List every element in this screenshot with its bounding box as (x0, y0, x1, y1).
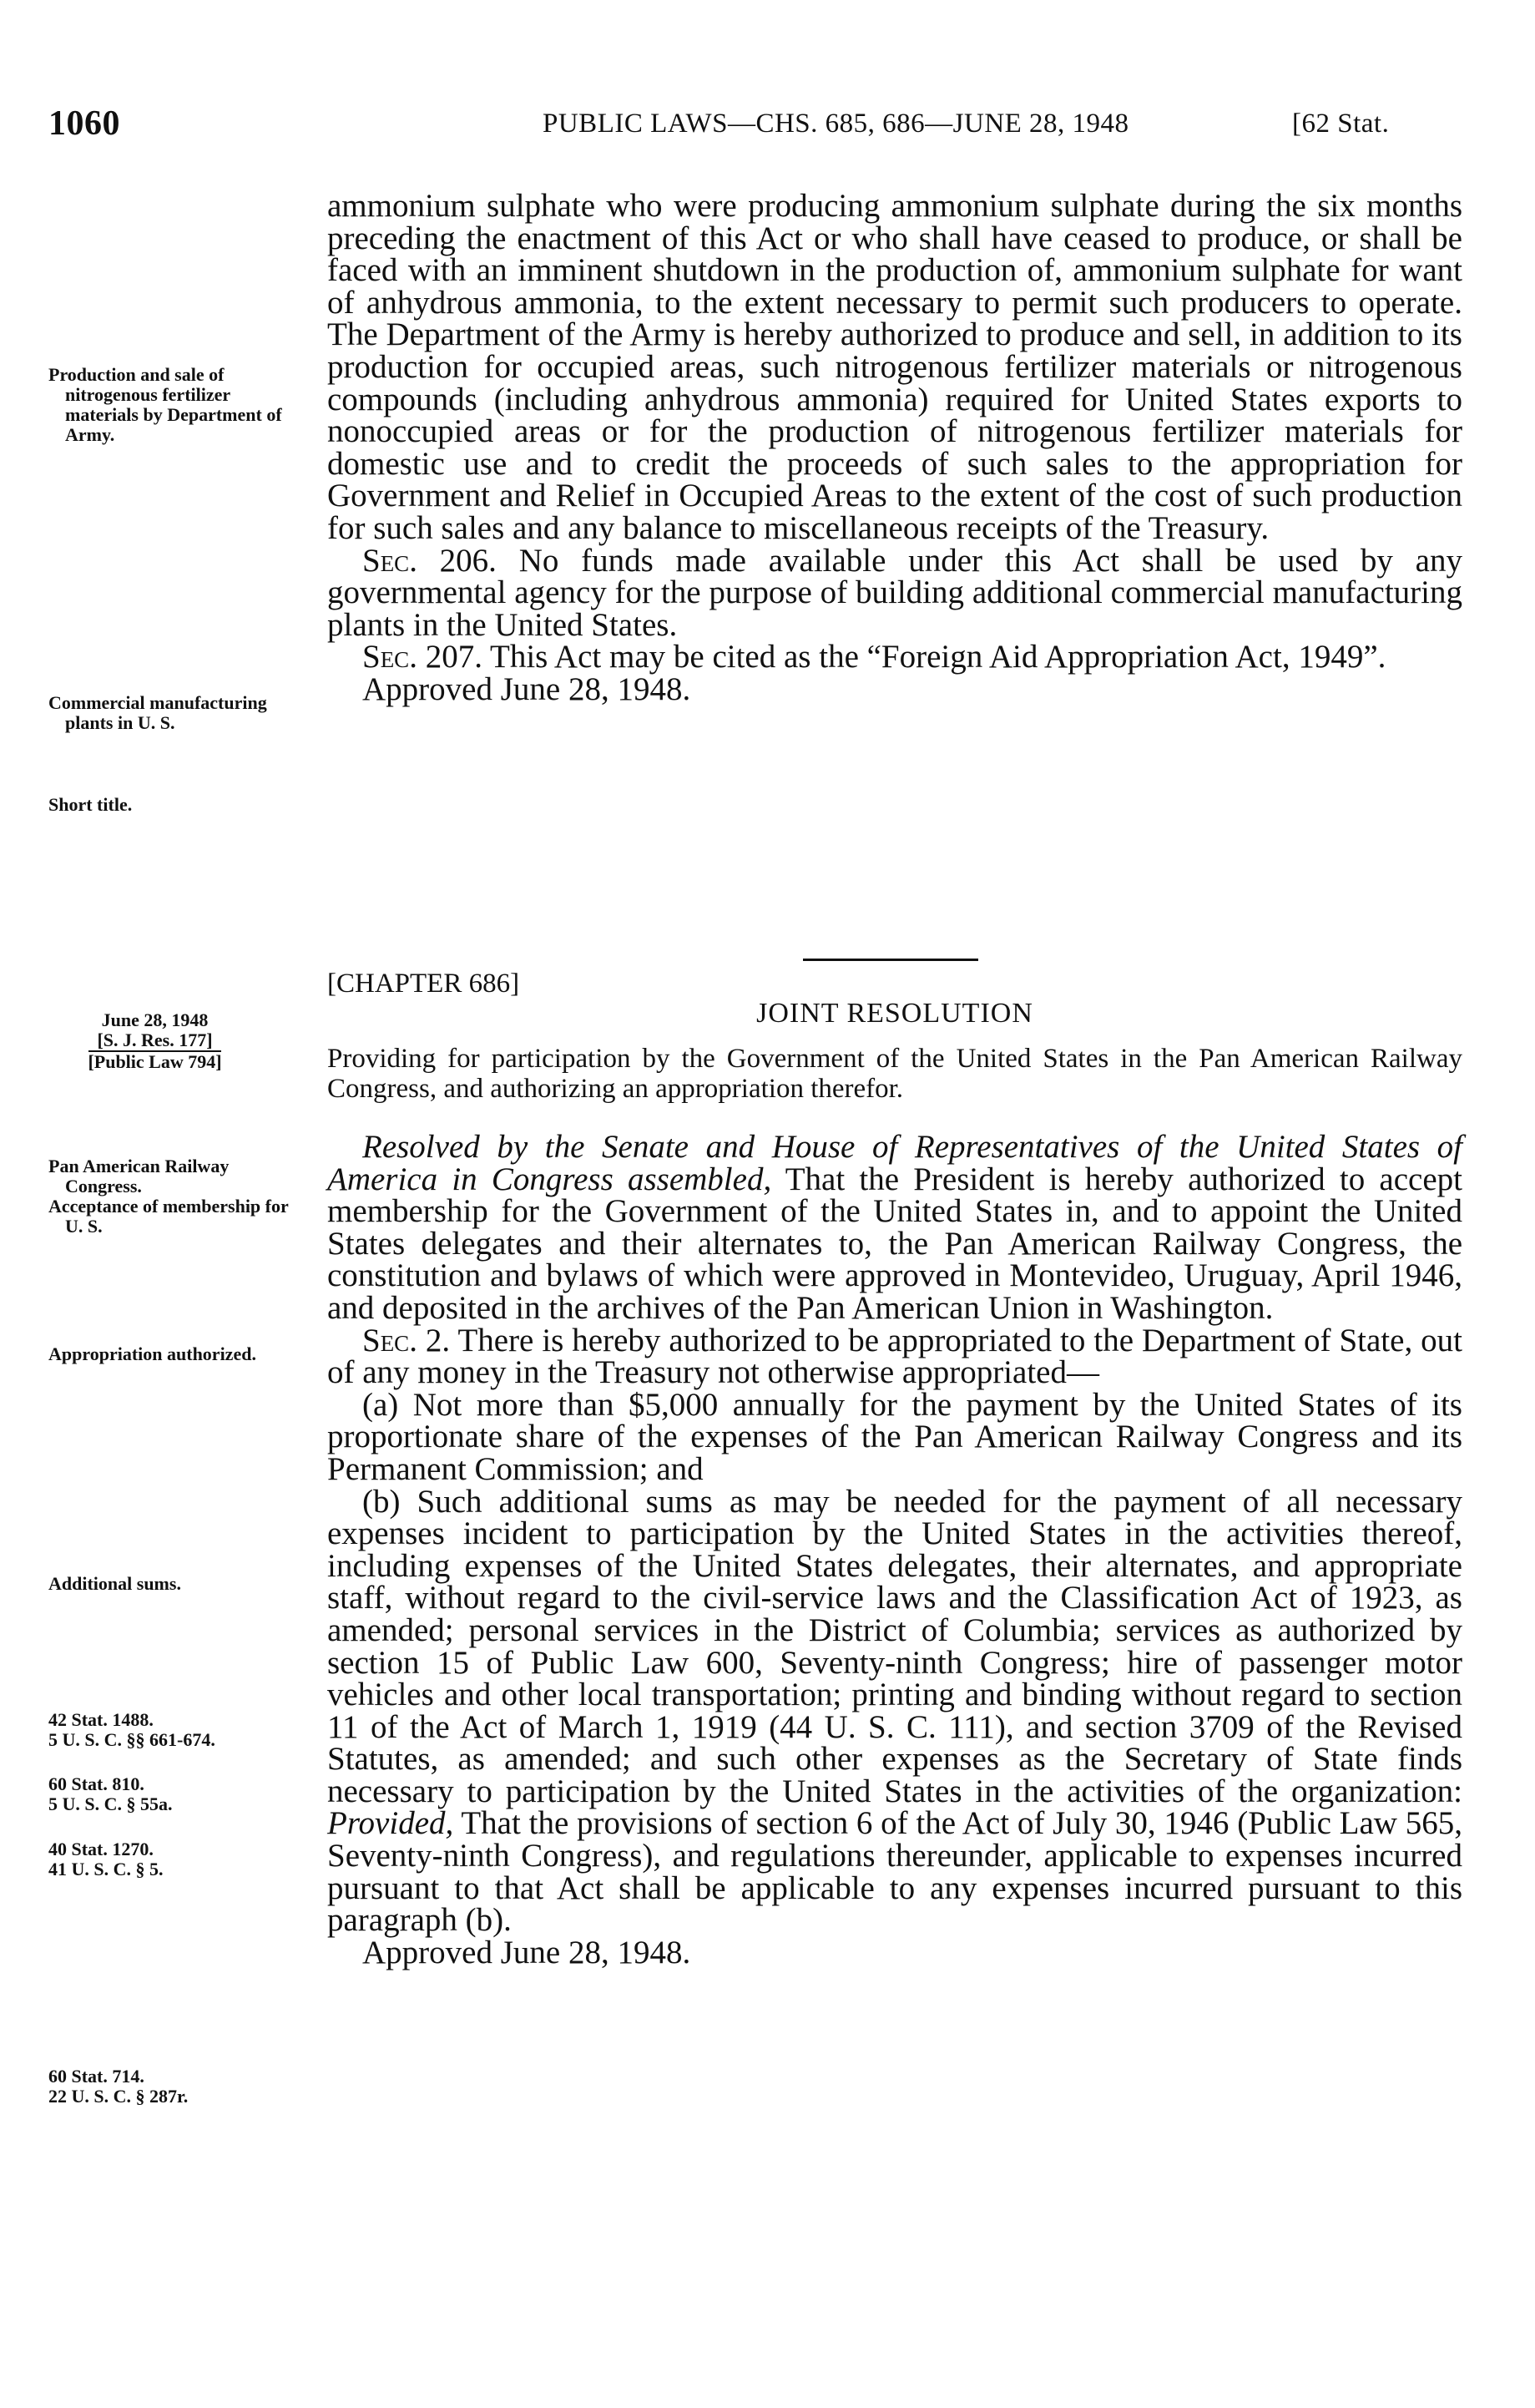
section-2-text: There is hereby authorized to be appropriated to the Department of State, out of any money in the Treasury not otherwise appropriated— (327, 1322, 1463, 1391)
enactment-date: June 28, 1948 (101, 1009, 209, 1030)
chapter-number: [CHAPTER 686] (327, 969, 520, 999)
section-2-label: Sec. 2. (362, 1322, 451, 1358)
item-a: (a) Not more than $5,000 annually for the payment by the United States of its proportionate share of the expenses of the Pan American Railway Congress and its Permanent Commission; and (327, 1386, 1462, 1487)
resolved-text: That the President is hereby authorized to accept membership for the Government of the United States in, and to appoint the United States delegates and their alternates to, the Pan American Railway Congress, the constitution and bylaws of which were approved in Montevideo, Uruguay, April 1946, and deposited in the archives of the Pan American Union in Washington. (327, 1161, 1462, 1326)
item-b-end: That the provisions of section 6 of the Act of July 30, 1946 (Public Law 565, Seventy-ninth Congress), and regulations thereunder, applicable to expenses incurred pursuant to that Act shall be applicable to any expenses incurred pursuant to this paragraph (b). (327, 1805, 1462, 1939)
paragraph-fertilizer: ammonium sulphate who were producing ammonium sulphate during the six months preceding the enactment of this Act or who shall have ceased to produce, or shall be faced with an imminent shutdown in the production of, ammonium sulphate for want of anhydrous ammonia, to the extent necessary to permit such producers to operate. The Department of the Army is hereby authorized to produce and sell, in addition to its production for occupied areas, such nitrogenous fertilizer materials or nitrogenous compounds (including anhydrous ammonia) required for United States exports to nonoccupied areas or for the production of nitrogenous fertilizer materials for domestic use and to credit the proceeds of such sales to the appropriation for Government and Relief in Occupied Areas to the extent of the cost of such production for such sales and any balance to miscellaneous receipts of the Treasury. (327, 188, 1462, 546)
item-b-start: (b) Such additional sums as may be needed for the payment of all necessary expenses incident to participation by the United States in the activities thereof, including expenses of the United States delegates, their alternates, and appropriate staff, without regard to the civil-service laws and the Classification Act of 1923, as amended; personal services in the District of Columbia; services as authorized by section 15 of Public Law 600, Seventy-ninth Congress; hire of passenger motor vehicles and other local transportation; printing and binding without regard to section 11 of the Act of March 1, 1919 (44 U. S. C. 111), and section 3709 of the Revised Statutes, as amended; and such other expenses as the Secretary of State finds necessary to participation by the United States in the activities of the organization: (327, 1483, 1462, 1809)
section-206-text: No funds made available under this Act shall be used by any governmental agency for the purpose of building additional commercial manufacturing plants in the United States. (327, 542, 1462, 643)
provided-word: Provided, (327, 1805, 454, 1842)
margin-note-appropriation: Appropriation authorized. (48, 1343, 256, 1364)
margin-note-short-title: Short title. (48, 794, 133, 815)
public-law-number: [Public Law 794] (88, 1051, 222, 1072)
resolved-clause (327, 1131, 1462, 1325)
page-number: 1060 (48, 104, 120, 143)
margin-note-additional: Additional sums. (48, 1573, 181, 1594)
item-b (327, 1483, 1462, 1939)
margin-citation-3: 40 Stat. 1270. 41 U. S. C. § 5. (48, 1839, 164, 1879)
margin-note-production: Production and sale of nitrogenous fertilizer materials by Department of Army. (48, 364, 282, 445)
margin-citation-2: 60 Stat. 810. 5 U. S. C. § 55a. (48, 1773, 173, 1814)
approval-line-2: Approved June 28, 1948. (362, 1934, 691, 1970)
senate-joint-resolution: [S. J. Res. 177] (88, 1030, 220, 1052)
section-206-label: Sec. 206. (362, 542, 497, 579)
section-206 (327, 542, 1462, 643)
margin-note-pan-american: Pan American Railway Congress. Acceptance of membership for U. S. (48, 1156, 289, 1237)
chapter-685-text (327, 190, 1462, 706)
chapter-separator (803, 959, 978, 961)
margin-citation-1: 42 Stat. 1488. 5 U. S. C. §§ 661-674. (48, 1709, 215, 1750)
resolution-subtitle-text: Providing for participation by the Government of the United States in the Pan American Railway Congress, and authorizing an appropriation therefor. (327, 1044, 1462, 1104)
running-title: PUBLIC LAWS—CHS. 685, 686—JUNE 28, 1948 (543, 109, 1129, 139)
statute-volume: [62 Stat. (1292, 109, 1390, 139)
enacting-clause: Resolved by the Senate and House of Representatives of the United States of America in Congress assembled, (327, 1129, 1462, 1197)
section-207-label: Sec. 207. (362, 639, 482, 675)
chapter-686-text (327, 1131, 1462, 1969)
section-207-text: This Act may be cited as the “Foreign Aid Appropriation Act, 1949”. (490, 639, 1386, 675)
margin-note-commercial: Commercial manufacturing plants in U. S. (48, 692, 267, 733)
resolution-subtitle (327, 1044, 1462, 1104)
margin-note-enactment (48, 1010, 261, 1072)
section-207 (327, 641, 1462, 674)
joint-resolution-heading: JOINT RESOLUTION (756, 998, 1033, 1029)
approval-line-1: Approved June 28, 1948. (362, 670, 691, 707)
section-2 (327, 1322, 1463, 1391)
margin-citation-4: 60 Stat. 714. 22 U. S. C. § 287r. (48, 2066, 189, 2107)
